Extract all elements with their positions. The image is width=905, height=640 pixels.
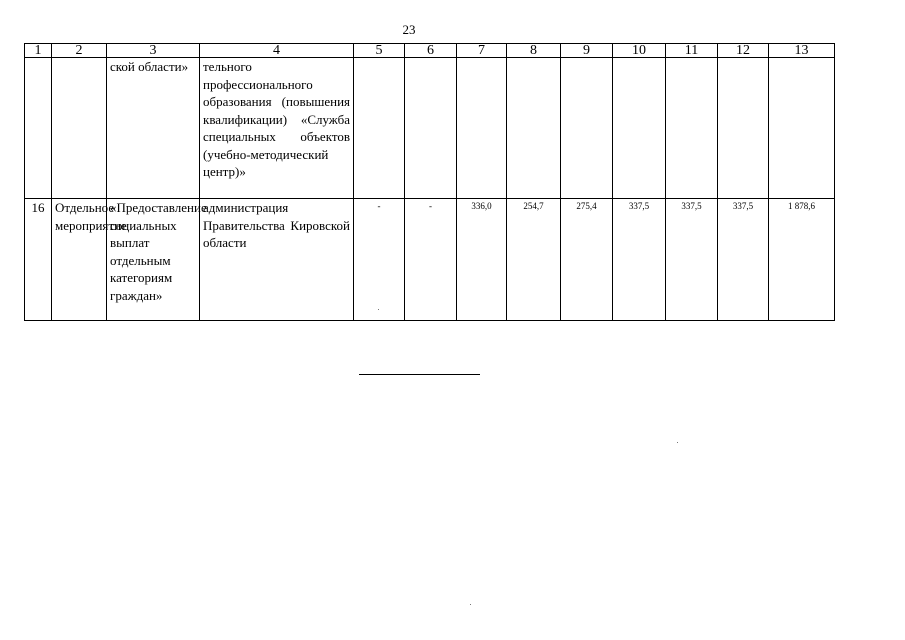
column-header: 6	[405, 44, 457, 58]
column-header: 1	[25, 44, 52, 58]
program-name: «Предоставление социальных выплат отдельным категориям граждан»	[110, 200, 207, 303]
value-col10: 337,5	[628, 201, 650, 211]
table-cell	[405, 58, 457, 199]
value-col13: 1 878,6	[788, 201, 815, 211]
column-header: 7	[457, 44, 507, 58]
table-cell	[769, 199, 835, 321]
column-header: 13	[769, 44, 835, 58]
value-col12: 337,5	[732, 201, 754, 211]
table-cell	[52, 199, 127, 321]
column-header: 5	[354, 44, 405, 58]
value-col6: -	[429, 201, 432, 211]
table-cell	[769, 58, 835, 199]
table-cell	[52, 58, 107, 199]
table-cell	[718, 58, 769, 199]
table-cell	[25, 199, 52, 321]
scan-speck	[470, 604, 471, 605]
executor-continuation: тельного профессионального образования (повышения квалификации) «Служба специальных объектов (учебно-методический центр)»	[203, 59, 350, 179]
table-cell	[613, 199, 666, 321]
status-name: Отдельное мероприятие	[55, 200, 127, 233]
table-row	[25, 199, 835, 321]
table-row	[25, 58, 835, 199]
column-header: 8	[507, 44, 561, 58]
table-cell	[613, 58, 666, 199]
table-cell	[561, 58, 613, 199]
table-cell	[405, 199, 457, 321]
column-header: 9	[561, 44, 613, 58]
column-header: 10	[613, 44, 666, 58]
table-cell	[561, 199, 613, 321]
value-col9: 275,4	[576, 201, 597, 211]
scan-speck	[677, 442, 678, 443]
table-cell	[507, 199, 561, 321]
value-col7: 336,0	[471, 201, 492, 211]
column-header: 2	[52, 44, 107, 58]
row-number: 16	[31, 200, 45, 215]
table-cell	[507, 58, 561, 199]
table-cell	[354, 199, 405, 321]
value-col8: 254,7	[523, 201, 544, 211]
value-col11: 337,5	[681, 201, 702, 211]
executor: администрация Правительства Кировской области	[203, 200, 350, 250]
column-header: 11	[666, 44, 718, 58]
scan-speck	[378, 309, 379, 310]
column-header: 12	[718, 44, 769, 58]
page-number: 23	[402, 22, 416, 37]
table-cell	[718, 199, 769, 321]
table-cell	[666, 58, 718, 199]
header-row	[25, 44, 835, 58]
table-cell	[457, 199, 507, 321]
table-cell	[107, 199, 207, 321]
end-rule	[359, 374, 480, 375]
column-header: 4	[200, 44, 354, 58]
table-cell	[107, 58, 200, 199]
table-cell	[25, 58, 52, 199]
table-cell	[200, 58, 354, 199]
table-cell	[354, 58, 405, 199]
column-header: 3	[107, 44, 200, 58]
table-cell	[666, 199, 718, 321]
table-cell	[200, 199, 354, 321]
value-col5: -	[377, 201, 381, 211]
funding-table	[24, 43, 835, 321]
table-cell	[457, 58, 507, 199]
program-name-continuation: ской области»	[110, 59, 189, 74]
